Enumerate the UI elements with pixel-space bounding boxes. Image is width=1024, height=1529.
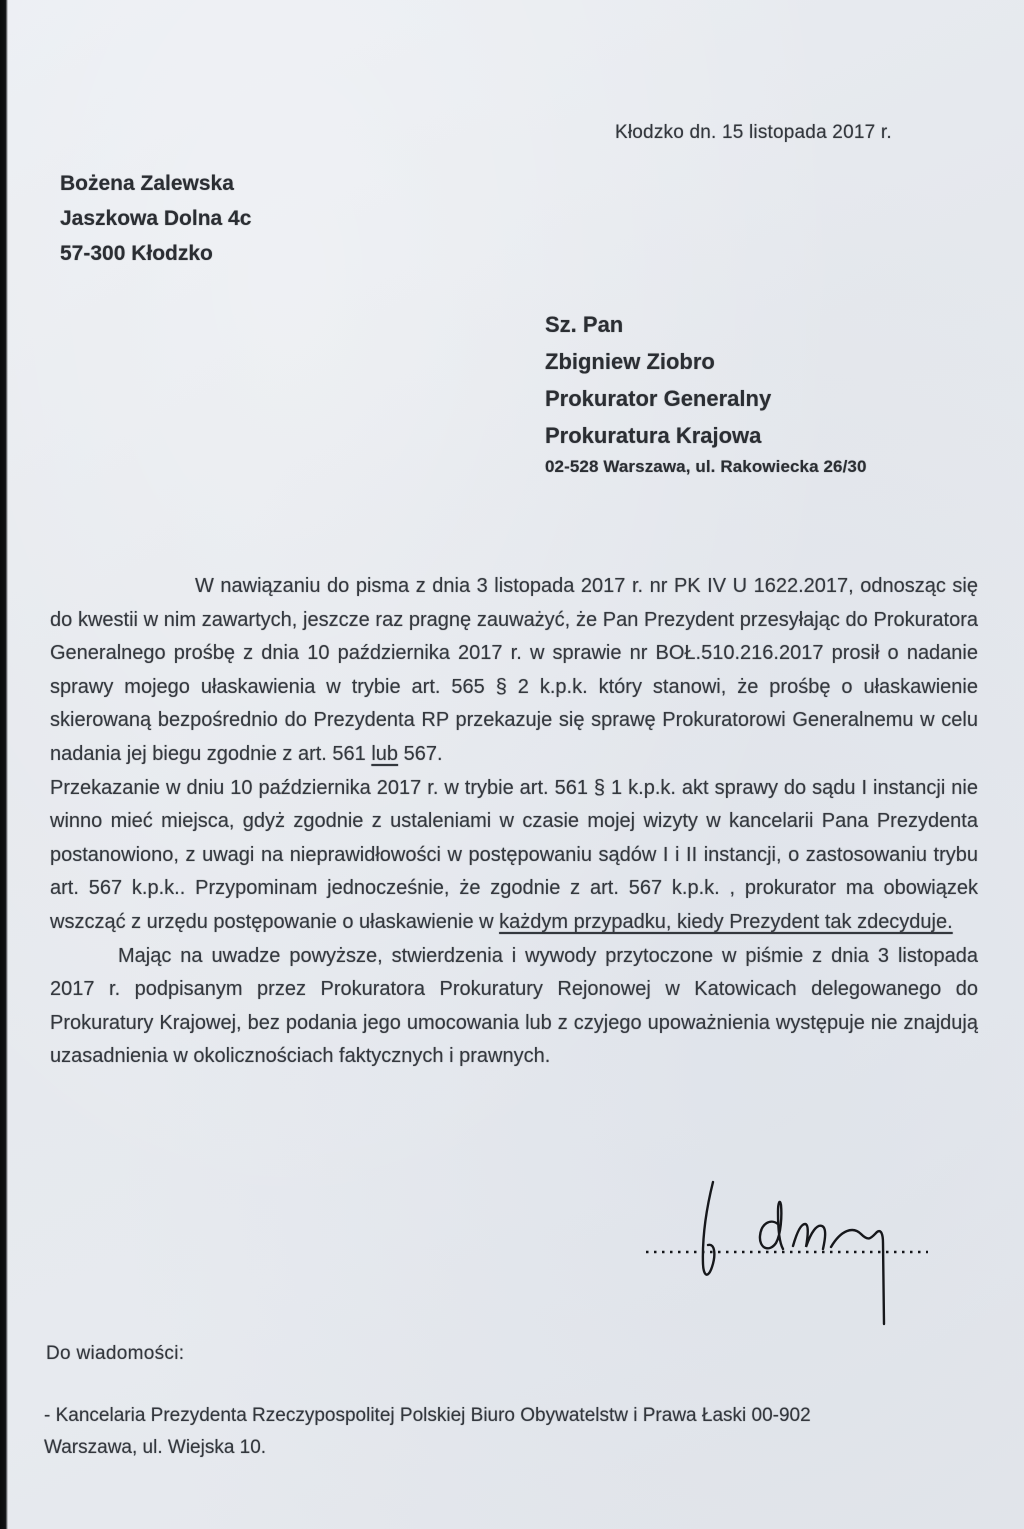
cc-heading: Do wiadomości:: [46, 1343, 185, 1364]
scan-edge-artifact: [0, 0, 8, 1529]
paragraph-1-underlined: lub: [371, 742, 399, 765]
paragraph-2-text: Przekazanie w dniu 10 października 2017 r. w trybie art. 561 § 1 k.p.k. akt sprawy do sądu I instancji nie winno mieć miejsca, gdyż zgodnie z ustaleniami w czasie mojej wizyty w kancelarii Pana Prezydenta postanowiono, z uwagi na nieprawidłowości w postępowaniu sądów I i II instancji, o zastosowaniu trybu art. 567 k.p.k.. Przypominam jednocześnie, że zgodnie z art. 567 k.p.k. , prokurator ma obowiązek wszcząć z urzędu postępowanie o ułaskawienie w: [50, 776, 978, 933]
signature-strokes: [703, 1182, 884, 1324]
paragraph-3: Mając na uwadze powyższe, stwierdzenia i wywody przytoczone w piśmie z dnia 3 listopada 2017 r. podpisanym przez Prokuratora Prokuratury Rejonowej w Katowicach delegowanego do Prokuratury Krajowej, bez podania jego umocowania lub z czyjego upoważnienia występuje nie znajdują uzasadnienia w okolicznościach faktycznych i prawnych.: [50, 944, 978, 1068]
paragraph-2-underlined: każdym przypadku, kiedy Prezydent tak zdecyduje.: [499, 910, 953, 933]
letter-body: [50, 570, 978, 1074]
date-line: Kłodzko dn. 15 listopada 2017 r.: [615, 122, 892, 143]
handwritten-signature: [630, 1172, 940, 1337]
sender-block: [60, 166, 251, 271]
sender-name: Bożena Zalewska: [60, 172, 234, 195]
recipient-office: Prokuratura Krajowa: [545, 423, 762, 448]
recipient-name: Zbigniew Ziobro: [545, 349, 715, 374]
cc-block: [44, 1400, 934, 1464]
recipient-salutation: Sz. Pan: [545, 312, 624, 337]
recipient-title: Prokurator Generalny: [545, 386, 772, 411]
cc-line-2: Warszawa, ul. Wiejska 10.: [44, 1437, 267, 1458]
recipient-address: 02-528 Warszawa, ul. Rakowiecka 26/30: [545, 457, 867, 476]
paragraph-2: [50, 772, 978, 940]
paragraph-1: [50, 570, 978, 772]
cc-line-1: - Kancelaria Prezydenta Rzeczypospolitej Polskiej Biuro Obywatelstw i Prawa Łaski 00-902: [44, 1405, 811, 1426]
paragraph-1-text-after: 567.: [398, 742, 443, 765]
recipient-block: [545, 306, 867, 480]
sender-city: 57-300 Kłodzko: [60, 242, 213, 265]
sender-street: Jaszkowa Dolna 4c: [60, 207, 252, 230]
paragraph-1-text: W nawiązaniu do pisma z dnia 3 listopada 2017 r. nr PK IV U 1622.2017, odnosząc się do kwestii w nim zawartych, jeszcze raz pragnę zauważyć, że Pan Prezydent przesyłając do Prokuratora Generalnego prośbę z dnia 10 października 2017 r. w sprawie nr BOŁ.510.216.2017 prosił o nadanie sprawy mojego ułaskawienia w trybie art. 565 § 2 k.p.k. który stanowi, że prośbę o ułaskawienie skierowaną bezpośrednio do Prezydenta RP przekazuje się sprawę Prokuratorowi Generalnemu w celu nadania jej biegu zgodnie z art. 561: [50, 575, 978, 765]
